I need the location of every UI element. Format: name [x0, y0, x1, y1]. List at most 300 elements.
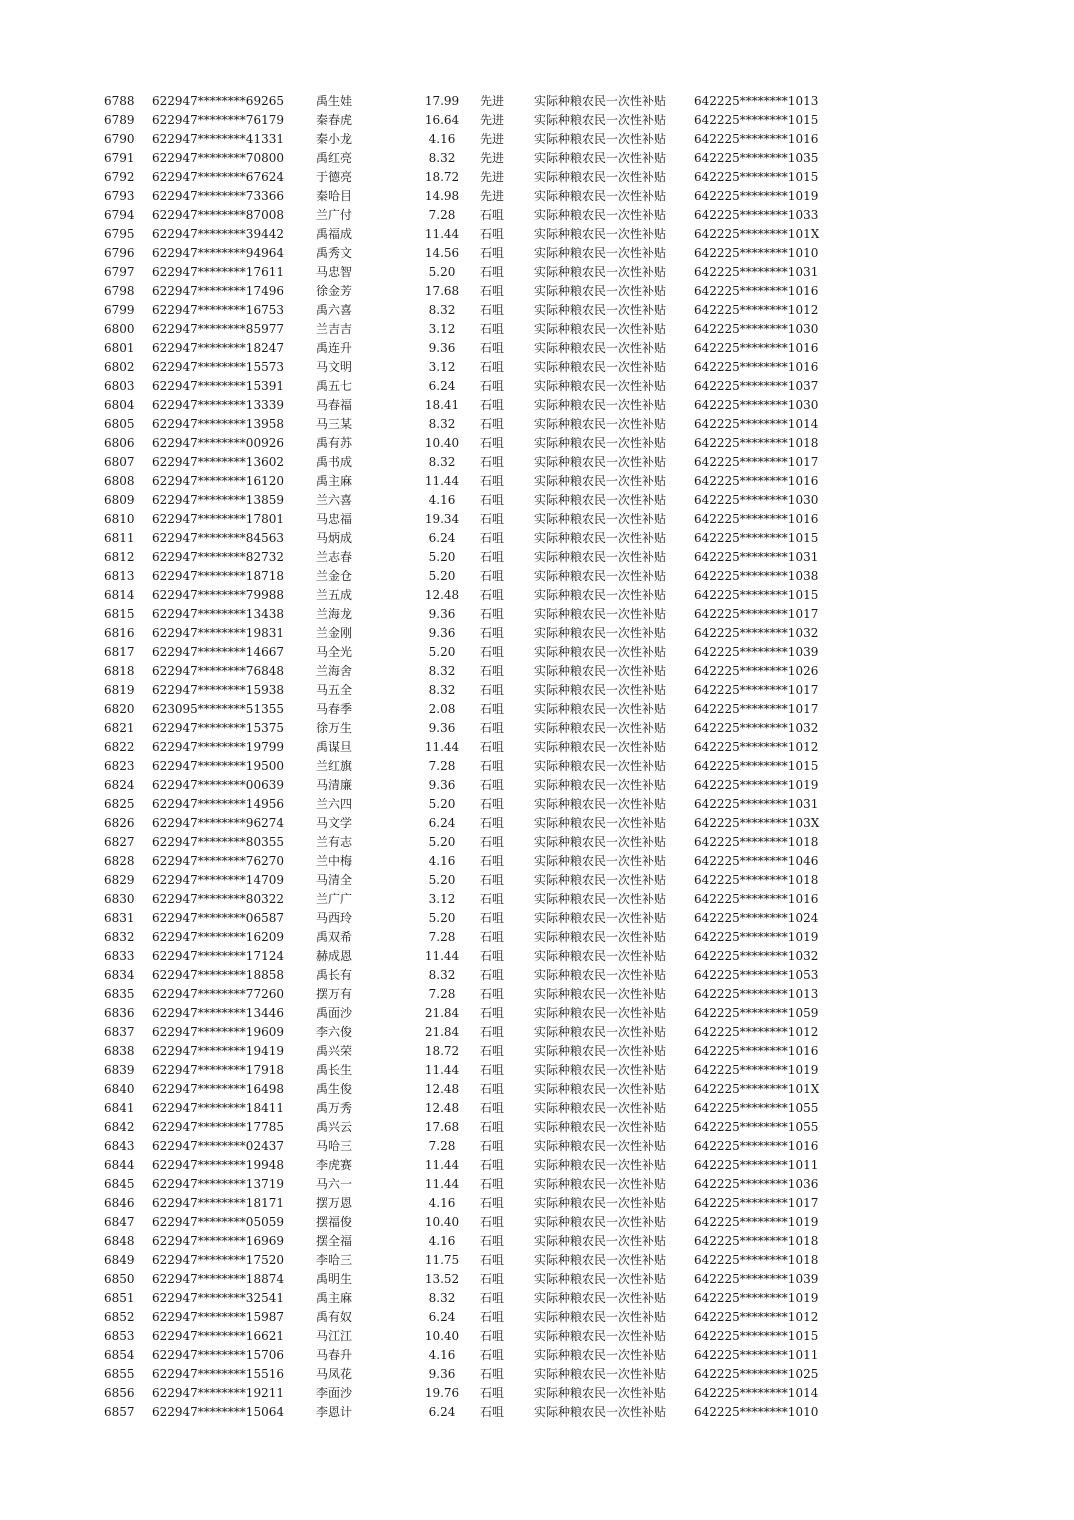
farmer-name-cell: 秦春虎	[316, 113, 353, 127]
id-number-cell: 642225********1016	[694, 360, 819, 374]
village-cell: 石咀	[480, 1405, 505, 1419]
subsidy-type-cell: 实际种粮农民一次性补贴	[534, 626, 667, 640]
amount-cell: 13.52	[424, 1272, 460, 1286]
table-row	[104, 776, 834, 795]
amount-cell: 8.32	[428, 664, 456, 678]
table-row	[104, 339, 834, 358]
village-cell: 石咀	[480, 246, 505, 260]
serial-number-cell: 6840	[104, 1082, 135, 1096]
bank-card-cell: 622947********16120	[152, 474, 284, 488]
table-row	[104, 1080, 834, 1099]
id-number-cell: 642225********1019	[694, 1291, 819, 1305]
id-number-cell: 642225********1017	[694, 683, 819, 697]
village-cell: 石咀	[480, 341, 505, 355]
table-row	[104, 567, 834, 586]
village-cell: 石咀	[480, 835, 505, 849]
table-row	[104, 814, 834, 833]
id-number-cell: 642225********1014	[694, 1386, 819, 1400]
table-row	[104, 1061, 834, 1080]
farmer-name-cell: 马文学	[316, 816, 353, 830]
farmer-name-cell: 马忠福	[316, 512, 353, 526]
id-number-cell: 642225********1017	[694, 702, 819, 716]
village-cell: 石咀	[480, 550, 505, 564]
table-row	[104, 757, 834, 776]
bank-card-cell: 622947********19799	[152, 740, 284, 754]
table-row	[104, 1308, 834, 1327]
subsidy-type-cell: 实际种粮农民一次性补贴	[534, 968, 667, 982]
subsidy-type-cell: 实际种粮农民一次性补贴	[534, 341, 667, 355]
village-cell: 石咀	[480, 1139, 505, 1153]
amount-cell: 5.20	[428, 835, 456, 849]
subsidy-type-cell: 实际种粮农民一次性补贴	[534, 151, 667, 165]
serial-number-cell: 6830	[104, 892, 135, 906]
bank-card-cell: 622947********05059	[152, 1215, 284, 1229]
id-number-cell: 642225********1019	[694, 1215, 819, 1229]
subsidy-type-cell: 实际种粮农民一次性补贴	[534, 303, 667, 317]
bank-card-cell: 623095********51355	[152, 702, 284, 716]
table-row	[104, 263, 834, 282]
serial-number-cell: 6812	[104, 550, 135, 564]
table-row	[104, 1365, 834, 1384]
farmer-name-cell: 徐万生	[316, 721, 353, 735]
village-cell: 石咀	[480, 759, 505, 773]
farmer-name-cell: 马忠智	[316, 265, 353, 279]
amount-cell: 6.24	[428, 816, 456, 830]
farmer-name-cell: 禹生娃	[316, 94, 353, 108]
farmer-name-cell: 禹六喜	[316, 303, 353, 317]
serial-number-cell: 6797	[104, 265, 135, 279]
table-row	[104, 548, 834, 567]
subsidy-type-cell: 实际种粮农民一次性补贴	[534, 835, 667, 849]
village-cell: 石咀	[480, 1063, 505, 1077]
serial-number-cell: 6819	[104, 683, 135, 697]
bank-card-cell: 622947********19831	[152, 626, 284, 640]
table-row	[104, 149, 834, 168]
table-row	[104, 301, 834, 320]
subsidy-type-cell: 实际种粮农民一次性补贴	[534, 1158, 667, 1172]
table-row	[104, 491, 834, 510]
bank-card-cell: 622947********15375	[152, 721, 284, 735]
amount-cell: 4.16	[428, 854, 456, 868]
farmer-name-cell: 兰中梅	[316, 854, 353, 868]
table-row	[104, 738, 834, 757]
table-row	[104, 1194, 834, 1213]
table-row	[104, 719, 834, 738]
bank-card-cell: 622947********76179	[152, 113, 284, 127]
bank-card-cell: 622947********80322	[152, 892, 284, 906]
table-row	[104, 1251, 834, 1270]
subsidy-type-cell: 实际种粮农民一次性补贴	[534, 607, 667, 621]
serial-number-cell: 6809	[104, 493, 135, 507]
farmer-name-cell: 摆万恩	[316, 1196, 353, 1210]
bank-card-cell: 622947********17801	[152, 512, 284, 526]
table-row	[104, 890, 834, 909]
amount-cell: 18.41	[424, 398, 460, 412]
id-number-cell: 642225********1019	[694, 189, 819, 203]
serial-number-cell: 6814	[104, 588, 135, 602]
amount-cell: 17.99	[424, 94, 460, 108]
amount-cell: 6.24	[428, 1405, 456, 1419]
subsidy-type-cell: 实际种粮农民一次性补贴	[534, 1367, 667, 1381]
serial-number-cell: 6807	[104, 455, 135, 469]
table-row	[104, 1175, 834, 1194]
village-cell: 石咀	[480, 1291, 505, 1305]
table-row	[104, 852, 834, 871]
id-number-cell: 642225********1018	[694, 1234, 819, 1248]
serial-number-cell: 6831	[104, 911, 135, 925]
farmer-name-cell: 马六一	[316, 1177, 353, 1191]
subsidy-type-cell: 实际种粮农民一次性补贴	[534, 227, 667, 241]
farmer-name-cell: 禹有奴	[316, 1310, 353, 1324]
amount-cell: 7.28	[428, 930, 456, 944]
bank-card-cell: 622947********70800	[152, 151, 284, 165]
bank-card-cell: 622947********82732	[152, 550, 284, 564]
id-number-cell: 642225********1055	[694, 1120, 819, 1134]
village-cell: 石咀	[480, 911, 505, 925]
farmer-name-cell: 兰金仓	[316, 569, 353, 583]
subsidy-type-cell: 实际种粮农民一次性补贴	[534, 740, 667, 754]
serial-number-cell: 6851	[104, 1291, 135, 1305]
farmer-name-cell: 兰广付	[316, 208, 353, 222]
subsidy-type-cell: 实际种粮农民一次性补贴	[534, 1291, 667, 1305]
table-row	[104, 377, 834, 396]
bank-card-cell: 622947********19211	[152, 1386, 284, 1400]
bank-card-cell: 622947********13958	[152, 417, 284, 431]
bank-card-cell: 622947********13438	[152, 607, 284, 621]
amount-cell: 11.44	[424, 740, 460, 754]
bank-card-cell: 622947********16209	[152, 930, 284, 944]
table-row	[104, 1403, 834, 1422]
id-number-cell: 642225********1016	[694, 512, 819, 526]
serial-number-cell: 6845	[104, 1177, 135, 1191]
id-number-cell: 642225********1010	[694, 246, 819, 260]
village-cell: 石咀	[480, 436, 505, 450]
farmer-name-cell: 马全光	[316, 645, 353, 659]
farmer-name-cell: 李面沙	[316, 1386, 353, 1400]
id-number-cell: 642225********1024	[694, 911, 819, 925]
serial-number-cell: 6813	[104, 569, 135, 583]
amount-cell: 6.24	[428, 379, 456, 393]
bank-card-cell: 622947********13446	[152, 1006, 284, 1020]
subsidy-type-cell: 实际种粮农民一次性补贴	[534, 569, 667, 583]
farmer-name-cell: 马炳成	[316, 531, 353, 545]
serial-number-cell: 6847	[104, 1215, 135, 1229]
bank-card-cell: 622947********73366	[152, 189, 284, 203]
village-cell: 石咀	[480, 512, 505, 526]
village-cell: 石咀	[480, 683, 505, 697]
village-cell: 石咀	[480, 1215, 505, 1229]
farmer-name-cell: 禹长生	[316, 1063, 353, 1077]
id-number-cell: 642225********1033	[694, 208, 819, 222]
id-number-cell: 642225********1016	[694, 132, 819, 146]
id-number-cell: 642225********1017	[694, 1196, 819, 1210]
farmer-name-cell: 李哈三	[316, 1253, 353, 1267]
village-cell: 石咀	[480, 797, 505, 811]
bank-card-cell: 622947********39442	[152, 227, 284, 241]
serial-number-cell: 6792	[104, 170, 135, 184]
id-number-cell: 642225********1039	[694, 645, 819, 659]
farmer-name-cell: 兰六四	[316, 797, 353, 811]
serial-number-cell: 6844	[104, 1158, 135, 1172]
table-row	[104, 130, 834, 149]
bank-card-cell: 622947********19500	[152, 759, 284, 773]
table-row	[104, 985, 834, 1004]
serial-number-cell: 6838	[104, 1044, 135, 1058]
serial-number-cell: 6834	[104, 968, 135, 982]
bank-card-cell: 622947********15938	[152, 683, 284, 697]
farmer-name-cell: 兰海舍	[316, 664, 353, 678]
id-number-cell: 642225********1016	[694, 1139, 819, 1153]
subsidy-type-cell: 实际种粮农民一次性补贴	[534, 1177, 667, 1191]
village-cell: 石咀	[480, 1329, 505, 1343]
id-number-cell: 642225********1030	[694, 398, 819, 412]
id-number-cell: 642225********1037	[694, 379, 819, 393]
table-row	[104, 681, 834, 700]
serial-number-cell: 6808	[104, 474, 135, 488]
table-row	[104, 396, 834, 415]
subsidy-type-cell: 实际种粮农民一次性补贴	[534, 246, 667, 260]
serial-number-cell: 6829	[104, 873, 135, 887]
table-row	[104, 871, 834, 890]
village-cell: 石咀	[480, 1272, 505, 1286]
table-row	[104, 909, 834, 928]
id-number-cell: 642225********101X	[694, 1082, 820, 1096]
bank-card-cell: 622947********16621	[152, 1329, 284, 1343]
id-number-cell: 642225********1016	[694, 1044, 819, 1058]
serial-number-cell: 6850	[104, 1272, 135, 1286]
farmer-name-cell: 马哈三	[316, 1139, 353, 1153]
village-cell: 石咀	[480, 854, 505, 868]
id-number-cell: 642225********1013	[694, 94, 819, 108]
serial-number-cell: 6853	[104, 1329, 135, 1343]
farmer-name-cell: 摆万有	[316, 987, 353, 1001]
farmer-name-cell: 禹兴荣	[316, 1044, 353, 1058]
amount-cell: 9.36	[428, 607, 456, 621]
bank-card-cell: 622947********19948	[152, 1158, 284, 1172]
farmer-name-cell: 禹五七	[316, 379, 353, 393]
id-number-cell: 642225********1026	[694, 664, 819, 678]
subsidy-type-cell: 实际种粮农民一次性补贴	[534, 1082, 667, 1096]
amount-cell: 9.36	[428, 721, 456, 735]
village-cell: 石咀	[480, 778, 505, 792]
village-cell: 石咀	[480, 1386, 505, 1400]
village-cell: 石咀	[480, 949, 505, 963]
serial-number-cell: 6816	[104, 626, 135, 640]
bank-card-cell: 622947********84563	[152, 531, 284, 545]
table-row	[104, 1023, 834, 1042]
serial-number-cell: 6849	[104, 1253, 135, 1267]
farmer-name-cell: 禹长有	[316, 968, 353, 982]
subsidy-type-cell: 实际种粮农民一次性补贴	[534, 987, 667, 1001]
id-number-cell: 642225********1015	[694, 531, 819, 545]
farmer-name-cell: 马三某	[316, 417, 353, 431]
amount-cell: 12.48	[424, 1082, 460, 1096]
id-number-cell: 642225********1011	[694, 1348, 819, 1362]
amount-cell: 5.20	[428, 873, 456, 887]
farmer-name-cell: 禹连升	[316, 341, 353, 355]
serial-number-cell: 6823	[104, 759, 135, 773]
amount-cell: 7.28	[428, 1139, 456, 1153]
table-row	[104, 472, 834, 491]
bank-card-cell: 622947********15064	[152, 1405, 284, 1419]
amount-cell: 5.20	[428, 645, 456, 659]
id-number-cell: 642225********1032	[694, 626, 819, 640]
table-row	[104, 643, 834, 662]
id-number-cell: 642225********1014	[694, 417, 819, 431]
id-number-cell: 642225********1016	[694, 284, 819, 298]
amount-cell: 5.20	[428, 569, 456, 583]
id-number-cell: 642225********1016	[694, 892, 819, 906]
amount-cell: 8.32	[428, 968, 456, 982]
subsidy-type-cell: 实际种粮农民一次性补贴	[534, 1348, 667, 1362]
subsidy-type-cell: 实际种粮农民一次性补贴	[534, 208, 667, 222]
serial-number-cell: 6836	[104, 1006, 135, 1020]
village-cell: 石咀	[480, 1196, 505, 1210]
farmer-name-cell: 李虎赛	[316, 1158, 353, 1172]
village-cell: 石咀	[480, 417, 505, 431]
amount-cell: 4.16	[428, 1234, 456, 1248]
subsidy-type-cell: 实际种粮农民一次性补贴	[534, 588, 667, 602]
subsidy-type-cell: 实际种粮农民一次性补贴	[534, 702, 667, 716]
subsidy-type-cell: 实际种粮农民一次性补贴	[534, 493, 667, 507]
village-cell: 石咀	[480, 930, 505, 944]
village-cell: 石咀	[480, 607, 505, 621]
id-number-cell: 642225********1032	[694, 721, 819, 735]
serial-number-cell: 6833	[104, 949, 135, 963]
amount-cell: 14.56	[424, 246, 460, 260]
amount-cell: 11.44	[424, 474, 460, 488]
serial-number-cell: 6857	[104, 1405, 135, 1419]
bank-card-cell: 622947********18171	[152, 1196, 284, 1210]
table-row	[104, 415, 834, 434]
village-cell: 先进	[480, 132, 505, 146]
village-cell: 石咀	[480, 303, 505, 317]
id-number-cell: 642225********1038	[694, 569, 819, 583]
bank-card-cell: 622947********32541	[152, 1291, 284, 1305]
table-row	[104, 1327, 834, 1346]
serial-number-cell: 6846	[104, 1196, 135, 1210]
subsidy-type-cell: 实际种粮农民一次性补贴	[534, 322, 667, 336]
bank-card-cell: 622947********13339	[152, 398, 284, 412]
bank-card-cell: 622947********14709	[152, 873, 284, 887]
bank-card-cell: 622947********77260	[152, 987, 284, 1001]
village-cell: 石咀	[480, 645, 505, 659]
id-number-cell: 642225********1059	[694, 1006, 819, 1020]
bank-card-cell: 622947********18247	[152, 341, 284, 355]
bank-card-cell: 622947********18858	[152, 968, 284, 982]
id-number-cell: 642225********1019	[694, 930, 819, 944]
village-cell: 石咀	[480, 1158, 505, 1172]
id-number-cell: 642225********103X	[694, 816, 820, 830]
bank-card-cell: 622947********15987	[152, 1310, 284, 1324]
village-cell: 石咀	[480, 1253, 505, 1267]
village-cell: 石咀	[480, 892, 505, 906]
table-row	[104, 586, 834, 605]
farmer-name-cell: 兰广广	[316, 892, 353, 906]
serial-number-cell: 6824	[104, 778, 135, 792]
bank-card-cell: 622947********76848	[152, 664, 284, 678]
amount-cell: 8.32	[428, 683, 456, 697]
serial-number-cell: 6805	[104, 417, 135, 431]
farmer-name-cell: 禹兴云	[316, 1120, 353, 1134]
id-number-cell: 642225********1015	[694, 588, 819, 602]
farmer-name-cell: 李六俊	[316, 1025, 353, 1039]
amount-cell: 3.12	[428, 360, 456, 374]
amount-cell: 9.36	[428, 626, 456, 640]
amount-cell: 2.08	[428, 702, 456, 716]
subsidy-type-cell: 实际种粮农民一次性补贴	[534, 550, 667, 564]
serial-number-cell: 6803	[104, 379, 135, 393]
amount-cell: 8.32	[428, 417, 456, 431]
table-row	[104, 1099, 834, 1118]
table-row	[104, 1156, 834, 1175]
subsidy-type-cell: 实际种粮农民一次性补贴	[534, 436, 667, 450]
table-row	[104, 453, 834, 472]
bank-card-cell: 622947********18718	[152, 569, 284, 583]
id-number-cell: 642225********1031	[694, 550, 819, 564]
subsidy-type-cell: 实际种粮农民一次性补贴	[534, 854, 667, 868]
farmer-name-cell: 马春季	[316, 702, 353, 716]
amount-cell: 9.36	[428, 778, 456, 792]
subsidy-type-cell: 实际种粮农民一次性补贴	[534, 398, 667, 412]
bank-card-cell: 622947********18874	[152, 1272, 284, 1286]
id-number-cell: 642225********1015	[694, 1329, 819, 1343]
amount-cell: 7.28	[428, 987, 456, 1001]
amount-cell: 9.36	[428, 341, 456, 355]
farmer-name-cell: 马文明	[316, 360, 353, 374]
subsidy-type-cell: 实际种粮农民一次性补贴	[534, 1329, 667, 1343]
amount-cell: 8.32	[428, 455, 456, 469]
village-cell: 石咀	[480, 569, 505, 583]
subsidy-type-cell: 实际种粮农民一次性补贴	[534, 1063, 667, 1077]
village-cell: 石咀	[480, 227, 505, 241]
village-cell: 石咀	[480, 1006, 505, 1020]
serial-number-cell: 6837	[104, 1025, 135, 1039]
amount-cell: 5.20	[428, 911, 456, 925]
bank-card-cell: 622947********00926	[152, 436, 284, 450]
village-cell: 石咀	[480, 322, 505, 336]
subsidy-type-cell: 实际种粮农民一次性补贴	[534, 189, 667, 203]
farmer-name-cell: 禹谋旦	[316, 740, 353, 754]
serial-number-cell: 6802	[104, 360, 135, 374]
bank-card-cell: 622947********80355	[152, 835, 284, 849]
table-row	[104, 1346, 834, 1365]
village-cell: 石咀	[480, 1101, 505, 1115]
village-cell: 石咀	[480, 588, 505, 602]
table-row	[104, 966, 834, 985]
table-row	[104, 168, 834, 187]
table-row	[104, 111, 834, 130]
table-row	[104, 244, 834, 263]
id-number-cell: 642225********1018	[694, 873, 819, 887]
serial-number-cell: 6798	[104, 284, 135, 298]
farmer-name-cell: 于德亮	[316, 170, 353, 184]
table-row	[104, 1384, 834, 1403]
amount-cell: 11.44	[424, 1063, 460, 1077]
subsidy-type-cell: 实际种粮农民一次性补贴	[534, 1044, 667, 1058]
village-cell: 石咀	[480, 360, 505, 374]
subsidy-type-cell: 实际种粮农民一次性补贴	[534, 873, 667, 887]
subsidy-type-cell: 实际种粮农民一次性补贴	[534, 1405, 667, 1419]
farmer-name-cell: 兰吉吉	[316, 322, 353, 336]
bank-card-cell: 622947********14667	[152, 645, 284, 659]
subsidy-type-cell: 实际种粮农民一次性补贴	[534, 645, 667, 659]
subsidy-type-cell: 实际种粮农民一次性补贴	[534, 1215, 667, 1229]
amount-cell: 6.24	[428, 1310, 456, 1324]
table-row	[104, 928, 834, 947]
bank-card-cell: 622947********18411	[152, 1101, 284, 1115]
serial-number-cell: 6815	[104, 607, 135, 621]
